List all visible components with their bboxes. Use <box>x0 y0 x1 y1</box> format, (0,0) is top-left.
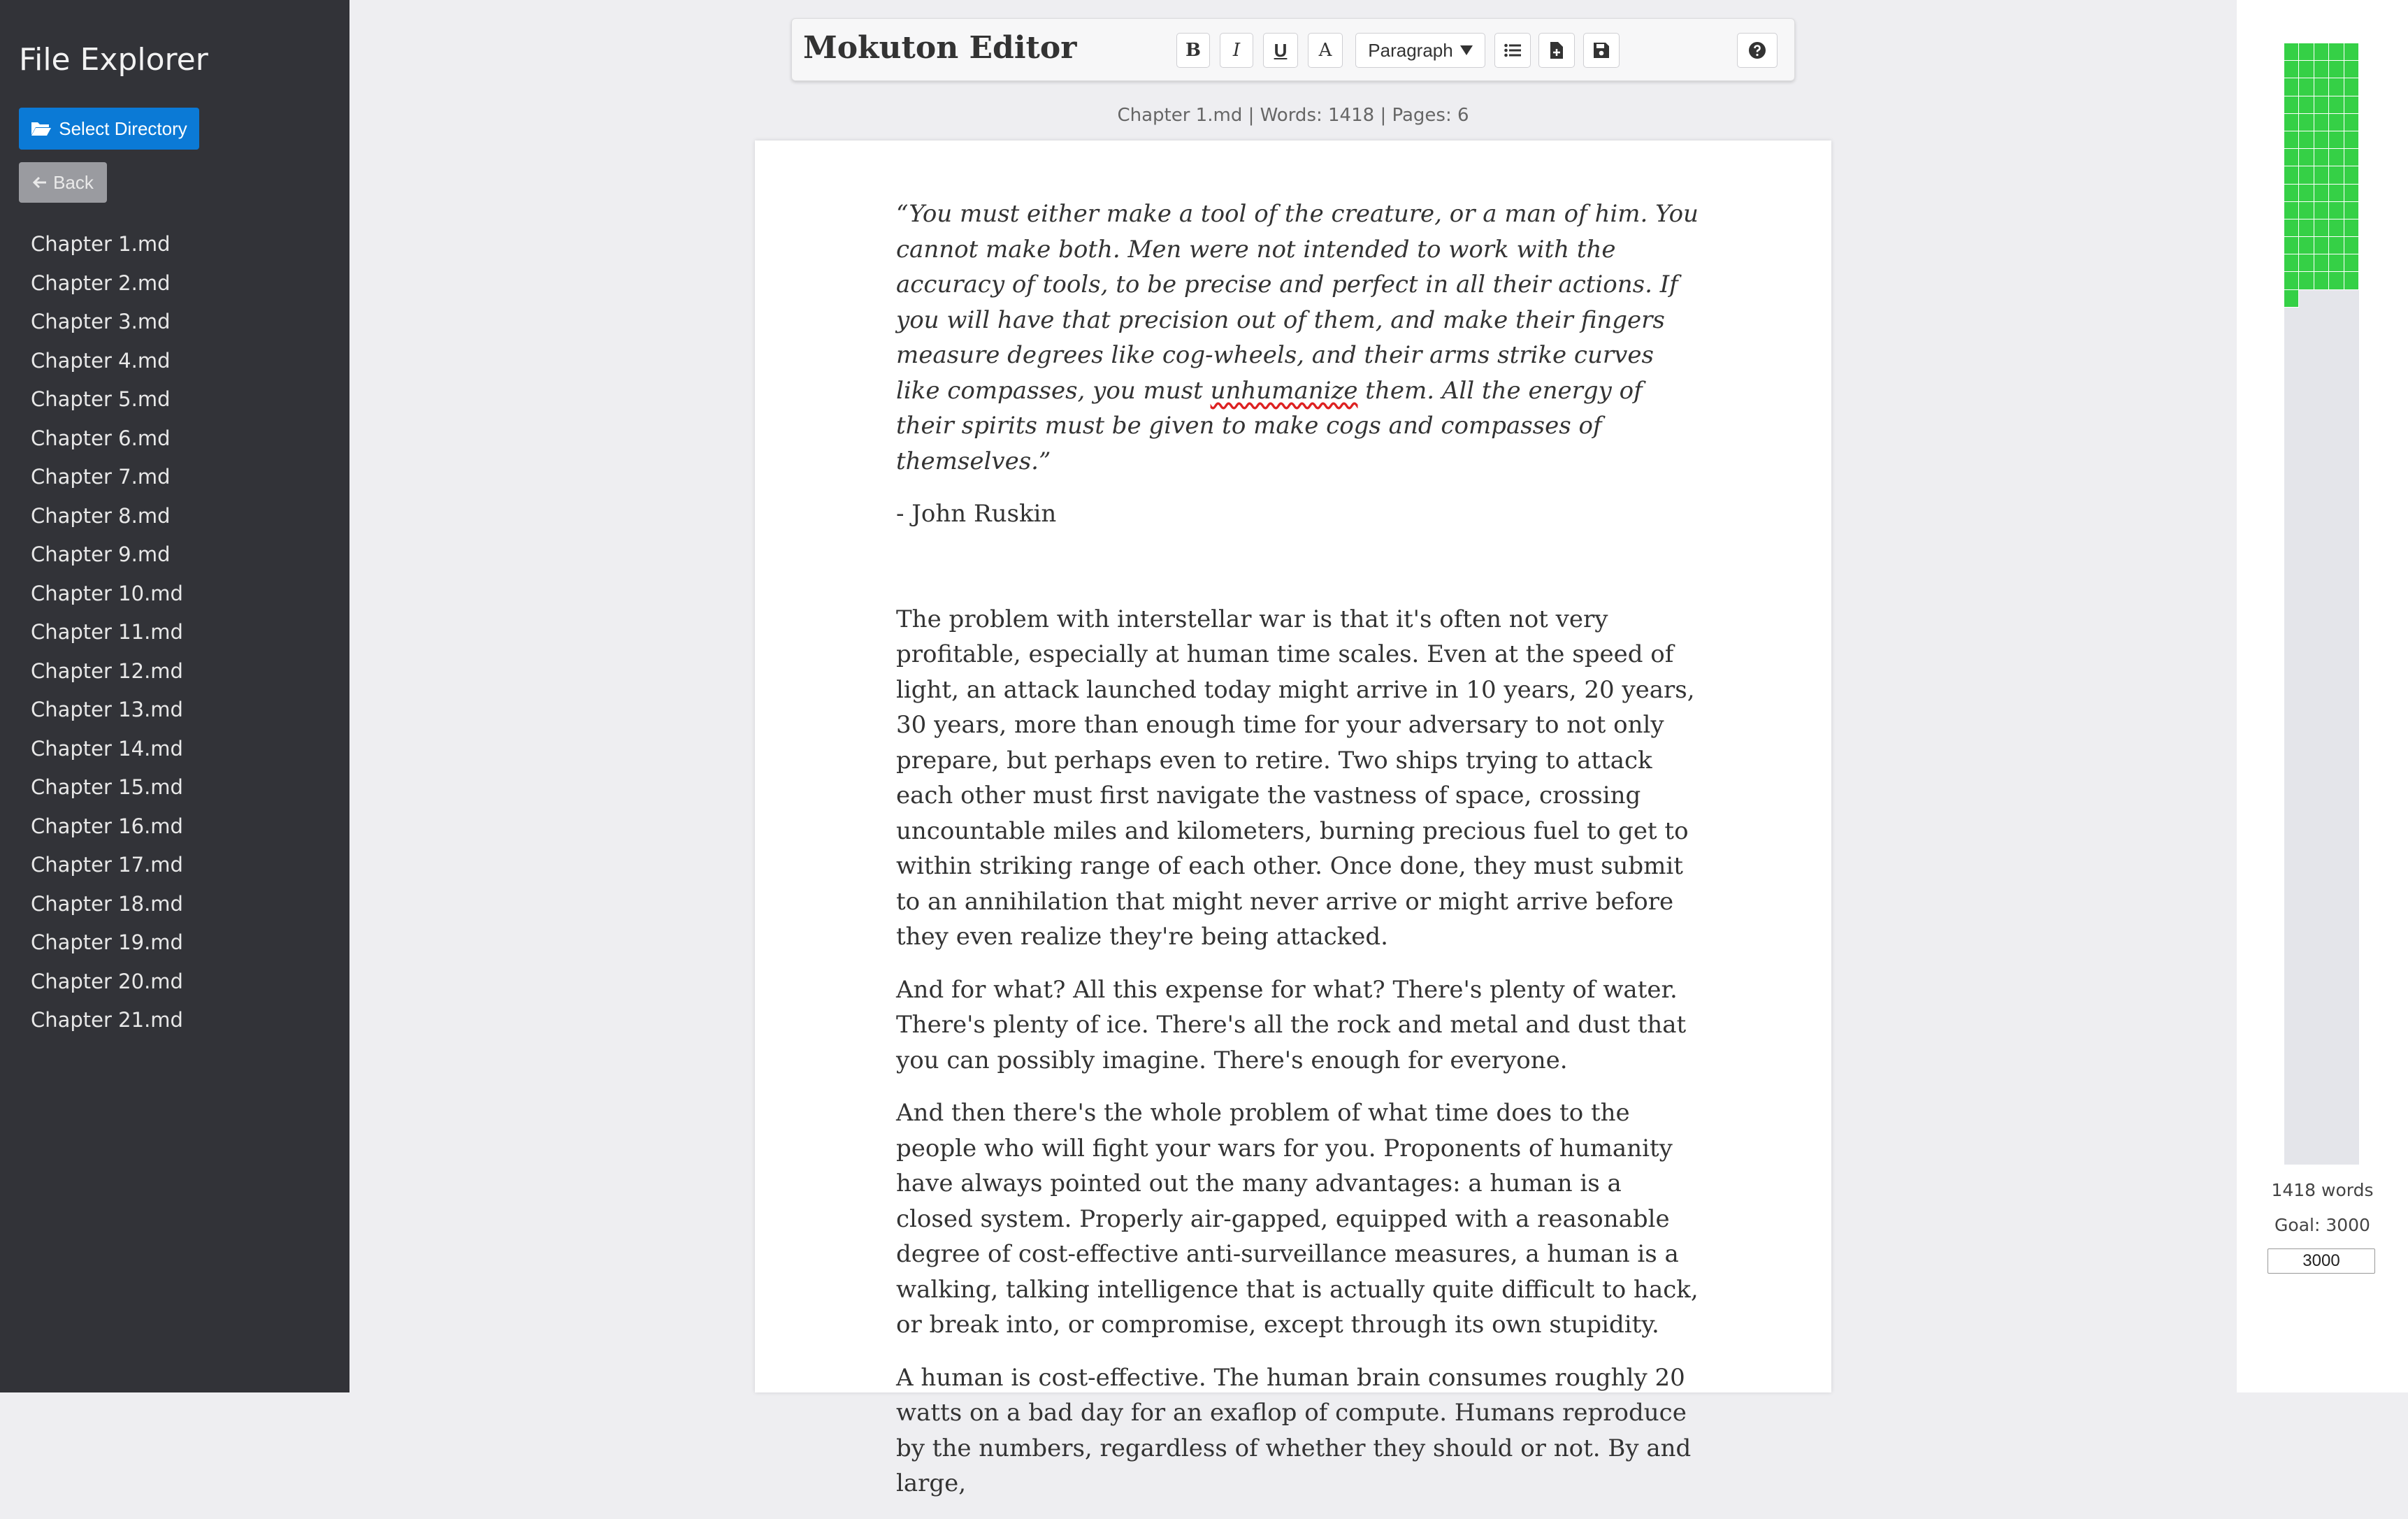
progress-cell <box>2329 114 2344 131</box>
progress-cell <box>2314 219 2329 237</box>
progress-cell <box>2344 78 2359 96</box>
paragraph: And then there's the whole problem of what time does to the people who will fight your wars for you. Proponents of humanity have always pointed out the many advantages: a human is a closed system. Properly air-gapped, equipped with a reasonable degree of cost-effective anti-surveillance measures, a human is a walking, talking intelligence that is actually quite difficult to hack, or break into, or compromise, except through its own stupidity. <box>896 1099 1699 1339</box>
progress-cell <box>2299 114 2314 131</box>
help-button[interactable] <box>1737 33 1778 68</box>
progress-cell <box>2284 166 2299 184</box>
file-item[interactable]: Chapter 13.md <box>31 698 183 721</box>
word-progress-fill <box>2284 43 2359 308</box>
progress-cell <box>2329 185 2344 202</box>
progress-cell <box>2299 202 2314 219</box>
progress-cell <box>2314 272 2329 289</box>
progress-cell <box>2284 131 2299 149</box>
progress-cell <box>2329 272 2344 289</box>
progress-cell <box>2344 202 2359 219</box>
file-item[interactable]: Chapter 18.md <box>31 891 183 916</box>
select-directory-label: Select Directory <box>59 117 187 139</box>
file-item[interactable]: Chapter 7.md <box>31 465 171 489</box>
quote-text-end: them. All the energy of their spirits must be given to make cogs and compasses of themselves.” <box>896 376 1643 475</box>
progress-cell <box>2299 185 2314 202</box>
epigraph-quote <box>896 196 1700 479</box>
progress-cell <box>2344 61 2359 78</box>
new-file-icon <box>1550 42 1563 59</box>
progress-cell <box>2299 272 2314 289</box>
progress-cell <box>2284 114 2299 131</box>
help-icon <box>1749 42 1766 59</box>
file-item[interactable]: Chapter 5.md <box>31 387 171 411</box>
paragraph: A human is cost-effective. The human brain consumes roughly 20 watts on a bad day for an exaflop of compute. Humans reproduce by the numbers, regardless of whether they should or not. By and large, <box>896 1363 1692 1497</box>
back-label: Back <box>53 171 94 193</box>
bold-button[interactable] <box>1176 33 1210 68</box>
arrow-left-icon <box>32 175 48 189</box>
save-icon <box>1594 43 1609 58</box>
progress-cell <box>2284 219 2299 237</box>
file-item[interactable]: Chapter 4.md <box>31 348 171 373</box>
underline-label: U <box>1274 39 1288 61</box>
file-item[interactable]: Chapter 6.md <box>31 426 171 450</box>
progress-cell <box>2284 43 2299 61</box>
progress-cell <box>2314 202 2329 219</box>
progress-cell <box>2314 61 2329 78</box>
file-item[interactable]: Chapter 11.md <box>31 620 183 644</box>
app-title: Mokuton Editor <box>803 30 1077 66</box>
progress-cell <box>2329 131 2344 149</box>
file-item[interactable]: Chapter 16.md <box>31 814 183 838</box>
progress-cell <box>2299 43 2314 61</box>
progress-cell <box>2314 185 2329 202</box>
progress-cell <box>2314 149 2329 166</box>
goal-label: Goal: 3000 <box>2274 1215 2370 1235</box>
list-icon <box>1504 43 1521 57</box>
progress-cell <box>2344 185 2359 202</box>
progress-cell <box>2344 114 2359 131</box>
italic-button[interactable] <box>1220 33 1253 68</box>
progress-cell <box>2284 272 2299 289</box>
progress-cell <box>2314 131 2329 149</box>
goal-input[interactable] <box>2268 1248 2375 1274</box>
progress-cell <box>2344 237 2359 254</box>
progress-cell <box>2284 78 2299 96</box>
progress-cell <box>2299 149 2314 166</box>
progress-cell <box>2344 254 2359 272</box>
progress-cell <box>2314 43 2329 61</box>
progress-cell <box>2314 254 2329 272</box>
progress-cell <box>2314 114 2329 131</box>
progress-cell <box>2284 96 2299 114</box>
file-item[interactable]: Chapter 3.md <box>31 310 171 333</box>
paragraph: The problem with interstellar war is that it's often not very profitable, especially at human time scales. Even at the speed of light, an attack launched today might arrive in 10 years, 20 years, 30 years, more than enough time for your adversary to not only prepare, but perhaps even to retire. Two ships trying to attack each other must first navigate the vastness of space, crossing uncountable miles and kilometers, burning precious fuel to get to within striking range of each other. Once done, they must submit to an annihilation that might never arrive or might arrive before they even realize they're being attacked. <box>896 605 1695 951</box>
progress-cell <box>2344 149 2359 166</box>
paragraph-select[interactable] <box>1355 33 1485 68</box>
progress-cell <box>2299 131 2314 149</box>
sidebar-title: File Explorer <box>19 42 208 78</box>
progress-cell <box>2299 78 2314 96</box>
new-file-button[interactable] <box>1538 33 1575 68</box>
save-button[interactable] <box>1583 33 1620 68</box>
underline-button[interactable] <box>1263 33 1298 68</box>
caret-down-icon <box>1460 45 1473 55</box>
file-item[interactable]: Chapter 15.md <box>31 775 183 799</box>
file-item[interactable]: Chapter 1.md <box>31 232 171 256</box>
progress-cell <box>2284 149 2299 166</box>
progress-cell <box>2299 237 2314 254</box>
progress-cell <box>2299 166 2314 184</box>
document-page[interactable] <box>755 141 1831 1497</box>
folder-open-icon <box>31 120 52 137</box>
progress-cell <box>2314 166 2329 184</box>
progress-cell <box>2284 237 2299 254</box>
progress-cell <box>2329 237 2344 254</box>
file-item[interactable]: Chapter 10.md <box>31 581 183 605</box>
editor-toolbar <box>791 18 1795 81</box>
file-item[interactable]: Chapter 8.md <box>31 503 171 528</box>
progress-cell <box>2344 131 2359 149</box>
progress-cell <box>2344 96 2359 114</box>
misspelled-word[interactable]: unhumanize <box>1210 376 1358 405</box>
file-item[interactable]: Chapter 14.md <box>31 736 183 761</box>
progress-cell <box>2329 61 2344 78</box>
progress-cell <box>2329 219 2344 237</box>
progress-cell <box>2284 61 2299 78</box>
progress-cell <box>2299 61 2314 78</box>
file-explorer-sidebar <box>0 0 349 1392</box>
back-button[interactable] <box>19 162 107 203</box>
file-item[interactable]: Chapter 2.md <box>31 271 171 295</box>
progress-cell <box>2344 272 2359 289</box>
file-item[interactable]: Chapter 19.md <box>31 930 183 954</box>
progress-cell <box>2299 219 2314 237</box>
file-item[interactable]: Chapter 21.md <box>31 1008 183 1032</box>
bold-label: B <box>1185 40 1201 61</box>
progress-cell <box>2314 237 2329 254</box>
progress-cell <box>2329 254 2344 272</box>
progress-cell <box>2314 78 2329 96</box>
file-item[interactable]: Chapter 12.md <box>31 658 183 683</box>
document-content[interactable] <box>896 196 1700 1519</box>
progress-cell <box>2329 166 2344 184</box>
file-item[interactable]: Chapter 20.md <box>31 969 183 993</box>
word-progress-bar <box>2284 43 2359 1165</box>
font-color-label: A <box>1318 40 1332 61</box>
progress-cell <box>2284 290 2299 308</box>
progress-cell <box>2344 166 2359 184</box>
progress-cell <box>2329 149 2344 166</box>
select-directory-button[interactable] <box>19 108 199 150</box>
progress-cell <box>2344 219 2359 237</box>
list-button[interactable] <box>1494 33 1531 68</box>
paragraph: And for what? All this expense for what? There's plenty of water. There's plenty of ice. There's all the rock and metal and dust that you can possibly imagine. There's enough for everyone. <box>896 975 1687 1074</box>
progress-cell <box>2314 96 2329 114</box>
document-info: Chapter 1.md | Words: 1418 | Pages: 6 <box>1117 105 1469 126</box>
epigraph-attribution: - John Ruskin <box>896 500 1057 528</box>
progress-cell <box>2329 78 2344 96</box>
progress-cell <box>2284 254 2299 272</box>
quote-text-start: “You must either make a tool of the creature, or a man of him. You cannot make both. Men were not intended to work with the accuracy of tools, to be precise and perfect in all their actions. If you will have that precision out of them, and make their fingers measure degrees like cog-wheels, and their arms strike curves like compasses, you must <box>896 200 1699 405</box>
progress-cell <box>2329 43 2344 61</box>
progress-cell <box>2299 254 2314 272</box>
paragraph-select-label: Paragraph <box>1368 39 1453 61</box>
progress-cell <box>2284 202 2299 219</box>
file-item[interactable]: Chapter 17.md <box>31 853 183 877</box>
progress-cell <box>2284 185 2299 202</box>
progress-cell <box>2329 202 2344 219</box>
file-list <box>31 226 183 1042</box>
italic-label: I <box>1232 40 1241 61</box>
progress-cell <box>2329 96 2344 114</box>
word-goal-panel <box>2237 0 2408 1392</box>
file-item[interactable]: Chapter 9.md <box>31 542 171 566</box>
word-count-label: 1418 words <box>2271 1180 2374 1200</box>
font-color-button[interactable] <box>1308 33 1343 68</box>
progress-cell <box>2344 43 2359 61</box>
progress-cell <box>2299 96 2314 114</box>
